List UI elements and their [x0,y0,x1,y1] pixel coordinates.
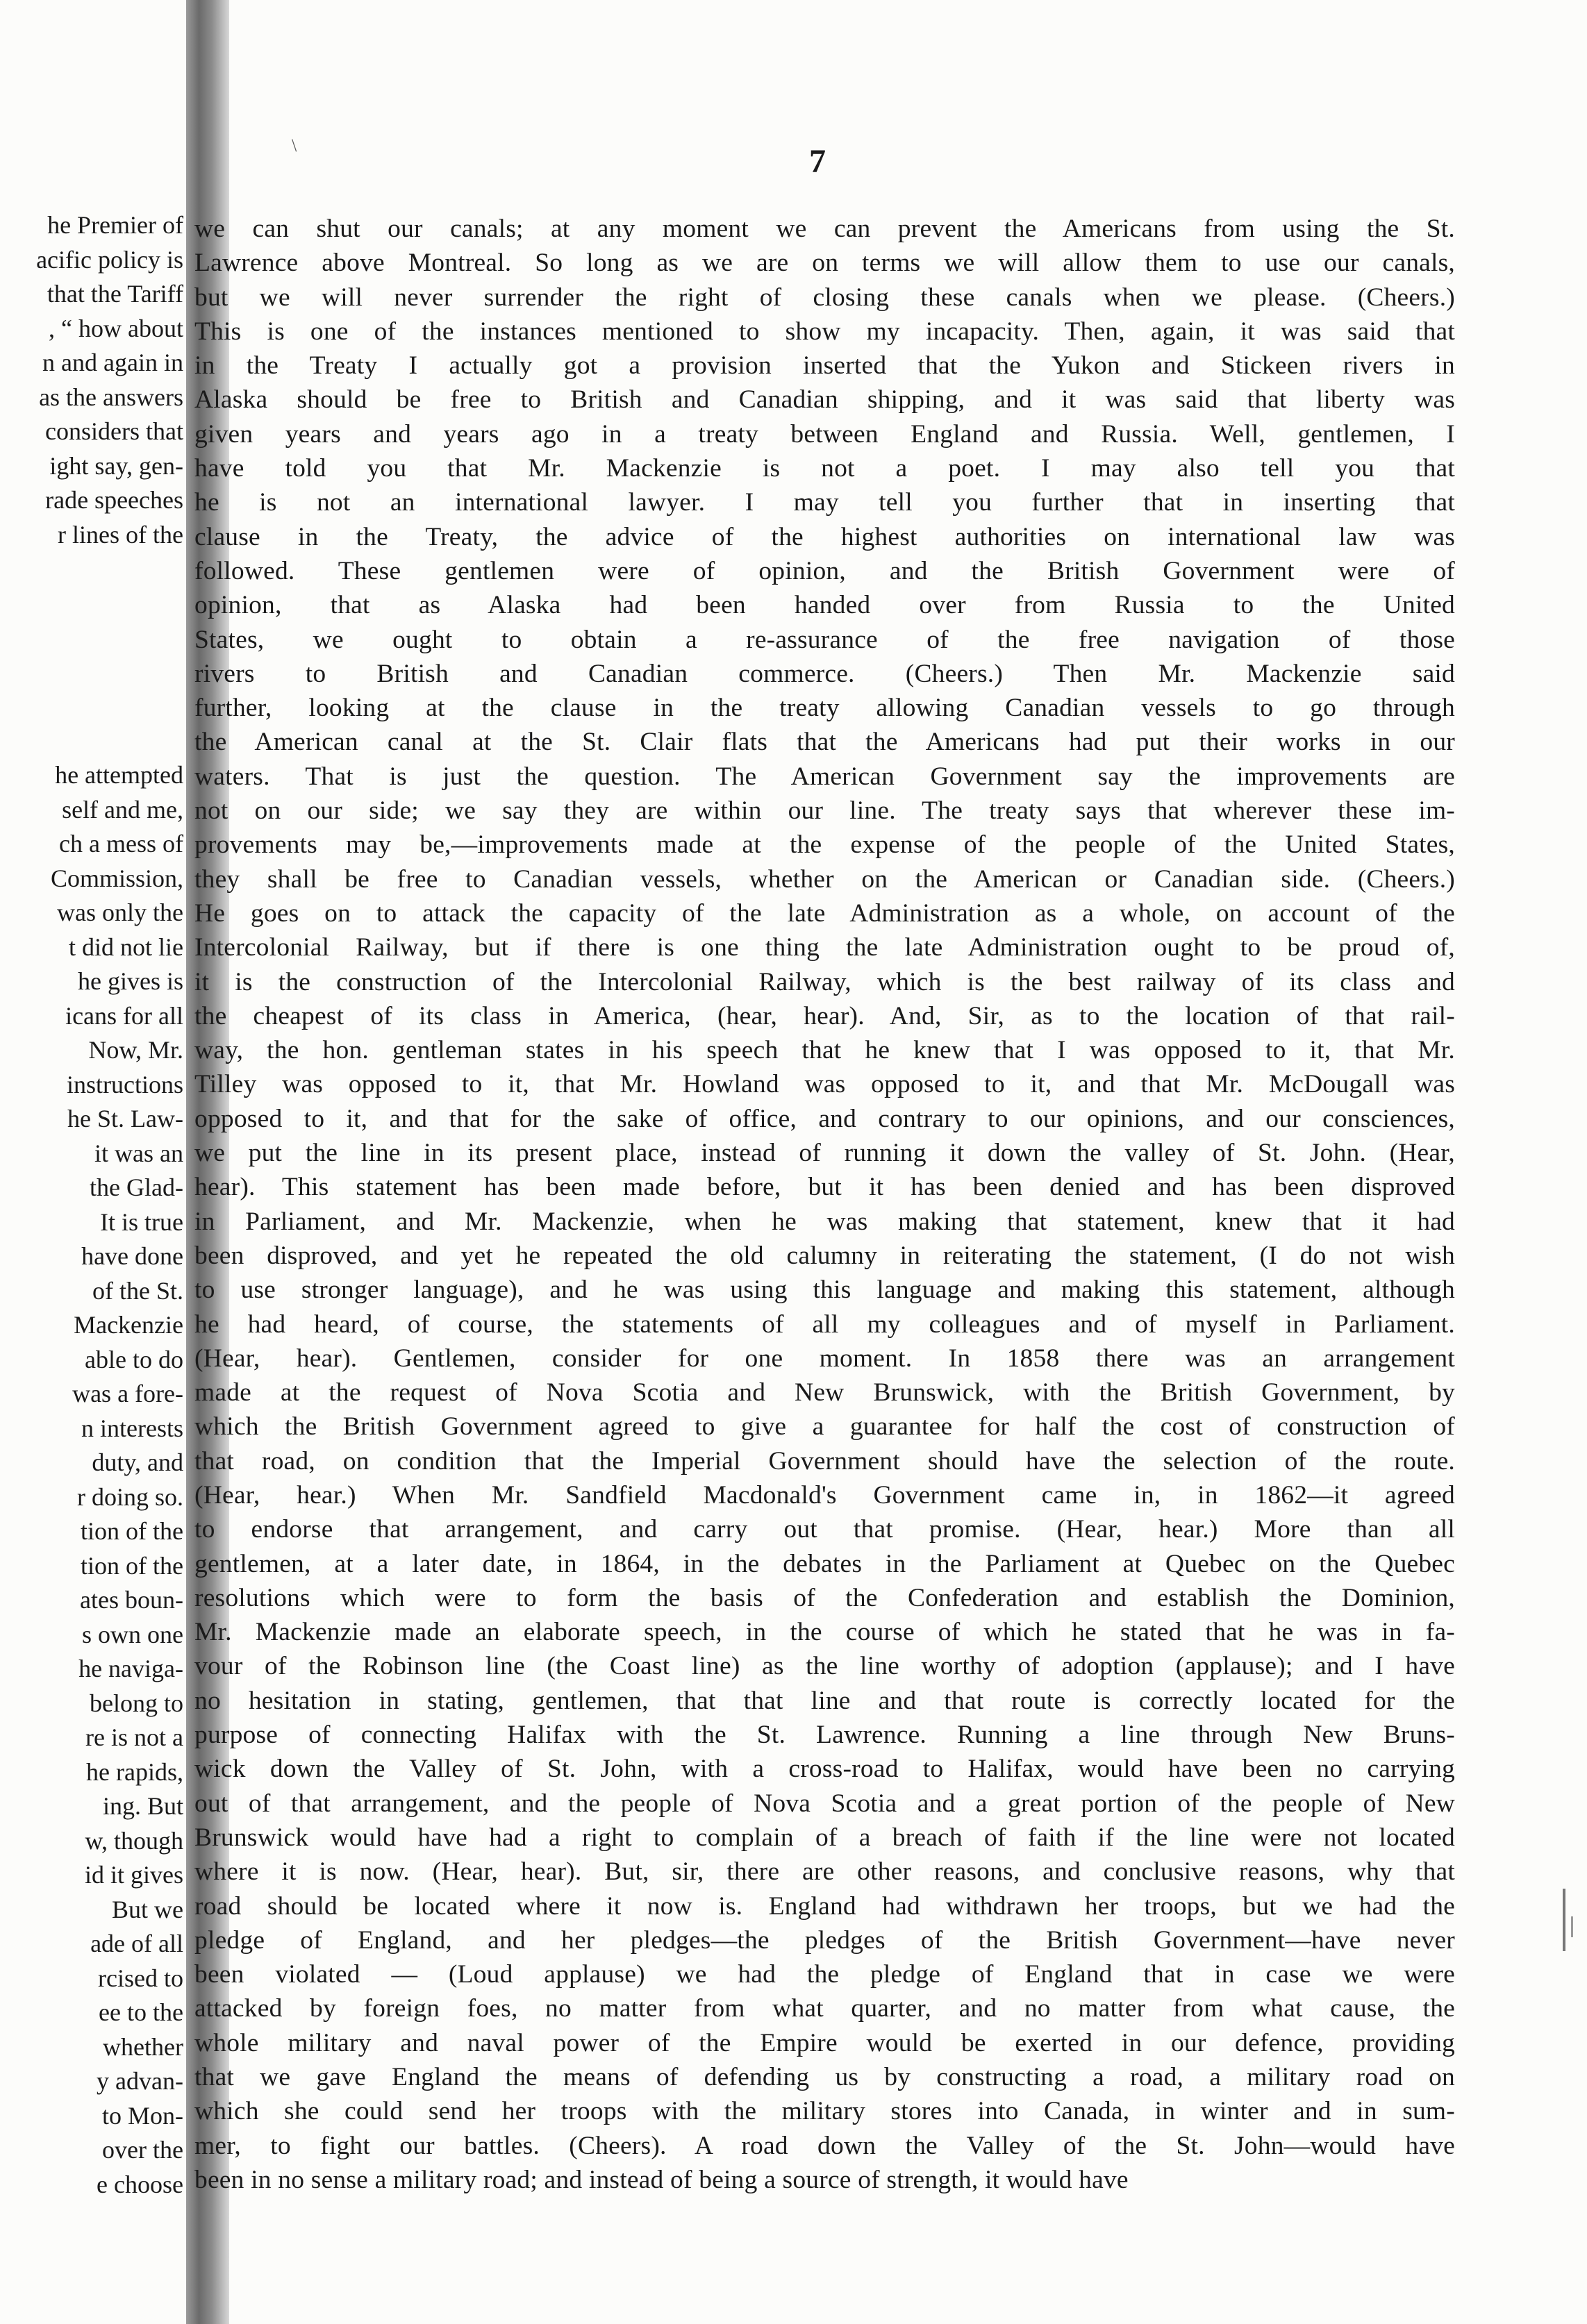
adjacent-page-fragment-line: Now, Mr. [88,1036,183,1064]
body-text-line: have told you that Mr. Mackenzie is not a poet. I may also tell you that [194,454,1455,483]
adjacent-page-fragment-line [0,724,188,759]
body-text-line: States, we ought to obtain a re-assurance of the free navigation of those [194,625,1455,654]
adjacent-page-fragment-line: over the [102,2136,183,2164]
adjacent-page-fragment-line: it was an [94,1139,183,1167]
body-text-line: that we gave England the means of defending us by constructing a road, a military road on [194,2063,1455,2092]
adjacent-page-fragment-line: But we [112,1895,183,1923]
adjacent-page-fragment-line: he naviga- [78,1655,183,1682]
adjacent-page-fragment-line: , “ how about [49,314,183,342]
scan-speck: \ [292,135,297,156]
adjacent-page-fragment-line: w, though [85,1826,183,1855]
body-text-line: made at the request of Nova Scotia and New Brunswick, with the British Government, by [194,1378,1455,1407]
body-text-line: hear). This statement has been made before, but it has been denied and has been disproved [194,1173,1455,1202]
adjacent-page-fragment-line: It is true [100,1207,183,1236]
adjacent-page-fragment-line: t did not lie [69,933,183,961]
scan-edge-mark [1571,1916,1573,1937]
adjacent-page-fragment-line: icans for all [65,1001,183,1030]
body-text-line: given years and years ago in a treaty between England and Russia. Well, gentlemen, I [194,419,1455,449]
body-text-line: further, looking at the clause in the treaty allowing Canadian vessels to go through [194,694,1455,723]
adjacent-page-fragment-line: ee to the [99,1998,183,2026]
body-text-line: opinion, that as Alaska had been handed over from Russia to the United [194,591,1455,620]
adjacent-page-fragment-line: have done [81,1242,183,1270]
body-text-line: opposed to it, and that for the sake of office, and contrary to our opinions, and our consciences, [194,1104,1455,1133]
body-text-line: where it is now. (Hear, hear). But, sir, there are other reasons, and conclusive reasons, why that [194,1857,1455,1887]
adjacent-page-fragment-line: s own one [82,1620,183,1648]
adjacent-page-fragment-column [0,208,188,2202]
adjacent-page-fragment-line: tion of the [81,1551,183,1580]
adjacent-page-fragment-line: he Premier of [47,211,183,239]
adjacent-page-fragment-line: was a fore- [72,1380,183,1407]
body-text-line: not on our side; we say they are within our line. The treaty says that wherever these im- [194,796,1455,826]
body-text-line: clause in the Treaty, the advice of the highest authorities on international law was [194,522,1455,551]
adjacent-page-fragment-line: ates boun- [80,1586,183,1614]
adjacent-page-fragment-line: ade of all [90,1930,183,1957]
body-text-line: provements may be,—improvements made at the expense of the people of the United States, [194,830,1455,860]
body-text-line: but we will never surrender the right of closing these canals when we please. (Cheers.) [194,283,1455,312]
adjacent-page-fragment-line [0,552,188,587]
adjacent-page-fragment-line: tion of the [81,1517,183,1545]
body-text-line: road should be located where it now is. England had withdrawn her troops, but we had the [194,1891,1455,1921]
body-text-line: he is not an international lawyer. I may tell you further that in inserting that [194,488,1455,517]
body-text-line: mer, to fight our battles. (Cheers). A road down the Valley of the St. John—would have [194,2131,1455,2160]
adjacent-page-fragment-line: that the Tariff [47,280,183,308]
body-text-line: resolutions which were to form the basis of the Confederation and establish the Dominion, [194,1583,1455,1612]
body-text-line: Lawrence above Montreal. So long as we are on terms we will allow them to use our canals, [194,249,1455,278]
body-text-line: He goes on to attack the capacity of the late Administration as a whole, on account of the [194,898,1455,928]
adjacent-page-fragment-line: id it gives [85,1861,183,1889]
adjacent-page-fragment-line: ch a mess of [59,830,183,858]
body-text-line: which the British Government agreed to give a guarantee for half the cost of construction of [194,1412,1455,1441]
body-text-line: which she could send her troops with the military stores into Canada, in winter and in sum- [194,2097,1455,2126]
body-text-line: in the Treaty I actually got a provision inserted that the Yukon and Stickeen rivers in [194,351,1455,381]
adjacent-page-fragment-line: n interests [81,1414,183,1442]
adjacent-page-fragment-line: re is not a [85,1723,183,1751]
adjacent-page-fragment-line: he St. Law- [67,1105,183,1132]
adjacent-page-fragment-line: instructions [67,1070,183,1098]
adjacent-page-fragment-line: ight say, gen- [49,451,183,480]
adjacent-page-fragment-line: rade speeches [45,486,183,514]
body-text-line: in Parliament, and Mr. Mackenzie, when he was making that statement, knew that it had [194,1207,1455,1236]
adjacent-page-fragment-line: y advan- [97,2067,183,2095]
adjacent-page-fragment-line: able to do [85,1345,183,1373]
body-text-line: that road, on condition that the Imperial Government should have the selection of the route. [194,1446,1455,1476]
body-text-line: vour of the Robinson line (the Coast line) as the line worthy of adoption (applause); and I have [194,1652,1455,1681]
body-text-line: they shall be free to Canadian vessels, whether on the American or Canadian side. (Cheers.) [194,864,1455,894]
body-text-line: pledge of England, and her pledges—the pledges of the British Government—have never [194,1925,1455,1955]
adjacent-page-fragment-line [0,587,188,621]
body-text-line: to use stronger language), and he was using this language and making this statement, although [194,1276,1455,1305]
body-text-line: purpose of connecting Halifax with the St. Lawrence. Running a line through New Bruns- [194,1721,1455,1750]
adjacent-page-fragment-line: of the St. [92,1276,183,1305]
adjacent-page-fragment-line: considers that [45,417,183,445]
page-number: 7 [809,143,826,180]
body-text-line: Alaska should be free to British and Canadian shipping, and it was said that liberty was [194,385,1455,415]
body-text-line: we can shut our canals; at any moment we can prevent the Americans from using the St. [194,215,1455,243]
adjacent-page-fragment-line: r lines of the [58,520,183,549]
adjacent-page-fragment-line: to Mon- [102,2101,183,2130]
body-text-line: we put the line in its present place, instead of running it down the valley of St. John. (Hear, [194,1139,1455,1168]
adjacent-page-fragment-line: he attempted [55,761,183,789]
adjacent-page-fragment-line: as the answers [39,383,183,411]
body-text-line: no hesitation in stating, gentlemen, that that line and that route is correctly located for the [194,1686,1455,1715]
adjacent-page-fragment-line: he gives is [78,967,183,995]
body-text-line: been disproved, and yet he repeated the old calumny in reiterating the statement, (I do not wish [194,1241,1455,1270]
body-text-line: rivers to British and Canadian commerce. (Cheers.) Then Mr. Mackenzie said [194,659,1455,688]
body-text-line: been in no sense a military road; and instead of being a source of strength, it would have [194,2165,1129,2194]
body-text-line: This is one of the instances mentioned to show my incapacity. Then, again, it was said that [194,317,1455,346]
adjacent-page-fragment-line: rcised to [98,1964,183,1992]
adjacent-page-fragment-line: acific policy is [36,245,183,274]
body-text-line: Tilley was opposed to it, that Mr. Howland was opposed to it, and that Mr. McDougall was [194,1070,1455,1099]
body-text-line: wick down the Valley of St. John, with a cross-road to Halifax, would have been no carrying [194,1755,1455,1784]
adjacent-page-fragment-line [0,621,188,655]
body-text-line: he had heard, of course, the statements of all my colleagues and of myself in Parliament. [194,1310,1455,1339]
adjacent-page-fragment-line: e choose [97,2170,183,2198]
body-text-line: been violated — (Loud applause) we had the pledge of England that in case we were [194,1960,1455,1989]
adjacent-page-fragment-line: n and again in [42,349,183,376]
body-text-line: Mr. Mackenzie made an elaborate speech, in the course of which he stated that he was in fa- [194,1618,1455,1647]
adjacent-page-fragment-line: duty, and [92,1448,183,1476]
adjacent-page-fragment-line: belong to [90,1689,183,1717]
adjacent-page-fragment-line: ing. But [102,1792,183,1820]
body-text-line: it is the construction of the Intercolonial Railway, which is the best railway of its class and [194,967,1455,996]
scan-edge-mark [1563,1889,1565,1951]
adjacent-page-fragment-line: the Glad- [90,1173,183,1201]
body-text-line: whole military and naval power of the Empire would be exerted in our defence, providing [194,2028,1455,2057]
adjacent-page-fragment-line: r doing so. [77,1482,183,1511]
adjacent-page-fragment-line [0,689,188,724]
adjacent-page-fragment-line: he rapids, [86,1757,183,1786]
body-text [194,212,1455,2197]
adjacent-page-fragment-line [0,655,188,690]
adjacent-page-fragment-line: whether [103,2032,183,2061]
body-text-line: (Hear, hear). Gentlemen, consider for one moment. In 1858 there was an arrangement [194,1344,1455,1373]
body-text-line: gentlemen, at a later date, in 1864, in the debates in the Parliament at Quebec on the Quebec [194,1549,1455,1578]
body-text-line: attacked by foreign foes, no matter from what quarter, and no matter from what cause, the [194,1994,1455,2023]
body-text-line: waters. That is just the question. The American Government say the improvements are [194,762,1455,791]
body-text-line: the American canal at the St. Clair flats that the Americans had put their works in our [194,728,1455,757]
body-text-line: Intercolonial Railway, but if there is one thing the late Administration ought to be proud of, [194,933,1455,962]
body-text-line: out of that arrangement, and the people of Nova Scotia and a great portion of the people of New [194,1789,1455,1818]
body-text-line: (Hear, hear.) When Mr. Sandfield Macdonald's Government came in, in 1862—it agreed [194,1480,1455,1510]
adjacent-page-fragment-line: self and me, [62,795,183,824]
body-text-line: the cheapest of its class in America, (hear, hear). And, Sir, as to the location of that rail- [194,1001,1455,1030]
adjacent-page-fragment-line: Mackenzie [74,1311,183,1339]
body-text-line: followed. These gentlemen were of opinion, and the British Government were of [194,556,1455,585]
adjacent-page-fragment-line: Commission, [50,864,183,892]
body-text-line: Brunswick would have had a right to complain of a breach of faith if the line were not located [194,1823,1455,1852]
adjacent-page-fragment-line: was only the [57,898,183,926]
body-text-line: way, the hon. gentleman states in his speech that he knew that I was opposed to it, that Mr. [194,1036,1455,1065]
body-text-line: to endorse that arrangement, and carry out that promise. (Hear, hear.) More than all [194,1515,1455,1544]
